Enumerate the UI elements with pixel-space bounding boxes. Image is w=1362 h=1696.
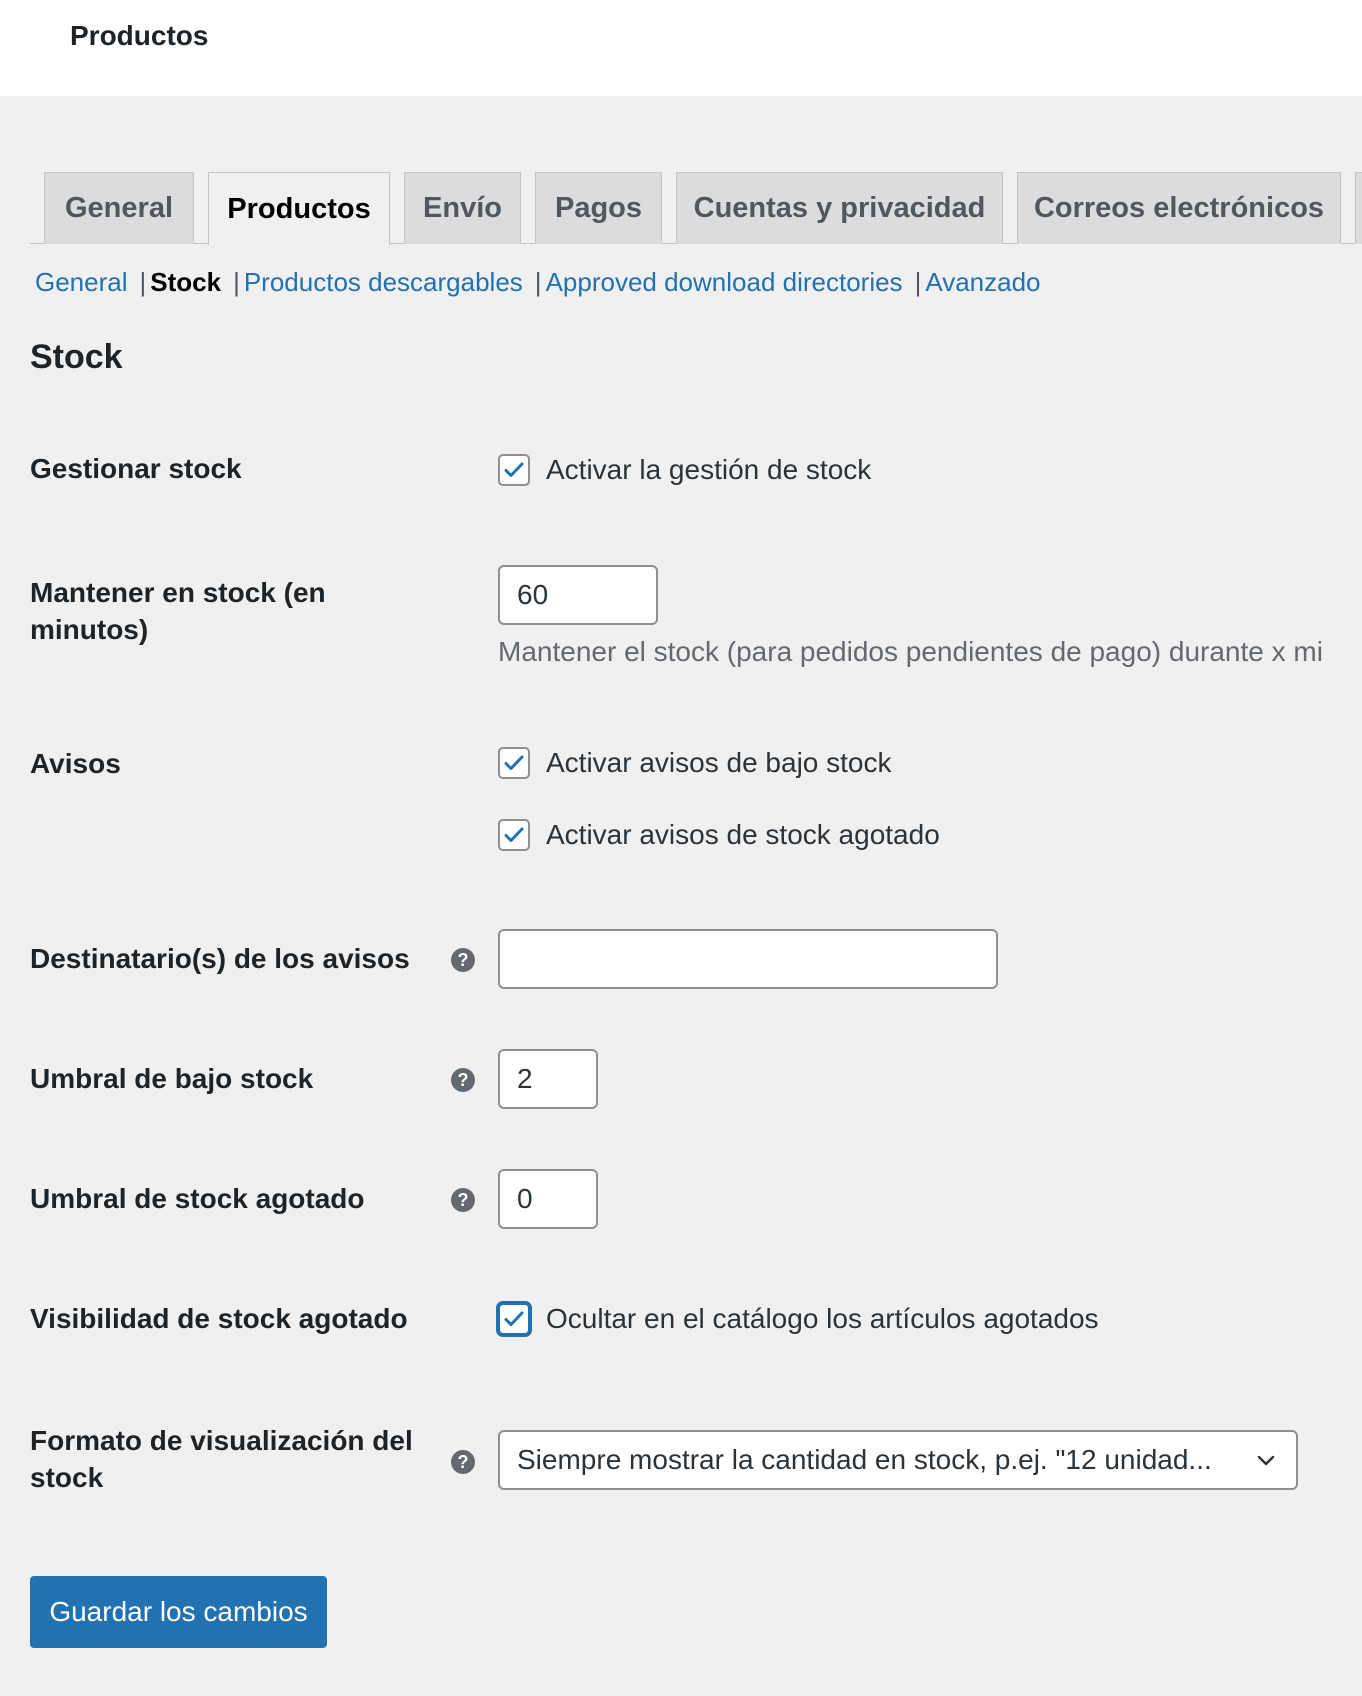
out-of-stock-notify-row [498, 817, 940, 853]
subnav-avanzado[interactable]: Avanzado [925, 266, 1041, 297]
out-of-stock-notify-checkbox[interactable] [498, 819, 530, 851]
low-threshold-label: Umbral de bajo stock [30, 1063, 314, 1094]
subsection-nav [35, 262, 1041, 302]
manage-stock-checkbox[interactable] [498, 454, 530, 486]
tab-pagos[interactable]: Pagos [535, 172, 662, 244]
manage-stock-checkbox-label: Activar la gestión de stock [546, 454, 872, 485]
recipient-input[interactable] [498, 929, 998, 989]
checkmark-icon [502, 1307, 526, 1331]
hold-stock-input[interactable]: 60 [498, 565, 658, 625]
hold-stock-label: Mantener en stock (en minutos) [30, 577, 326, 645]
display-format-label: Formato de visualización del stock [30, 1425, 413, 1493]
checkmark-icon [502, 458, 526, 482]
out-threshold-label: Umbral de stock agotado [30, 1183, 365, 1214]
tab-productos[interactable]: Productos [208, 172, 390, 245]
help-icon[interactable]: ? [451, 1188, 475, 1212]
subnav-stock[interactable]: Stock [150, 266, 222, 297]
tab-envio[interactable]: Envío [404, 172, 521, 244]
tab-correos[interactable]: Correos electrónicos [1017, 172, 1341, 244]
subnav-approved-directories[interactable]: Approved download directories [545, 266, 903, 297]
subnav-productos-descargables[interactable]: Productos descargables [243, 266, 523, 297]
tab-cuentas-privacidad[interactable]: Cuentas y privacidad [676, 172, 1003, 244]
low-stock-notify-checkbox[interactable] [498, 747, 530, 779]
visibility-label: Visibilidad de stock agotado [30, 1303, 408, 1334]
hide-out-of-stock-label: Ocultar en el catálogo los artículos agotados [546, 1303, 1099, 1334]
help-icon[interactable]: ? [451, 1450, 475, 1474]
hide-out-of-stock-row [498, 1301, 1099, 1337]
subnav-separator: | [233, 266, 240, 297]
page-title: Productos [70, 20, 209, 51]
notifications-label: Avisos [30, 748, 121, 779]
checkmark-icon [502, 751, 526, 775]
display-format-select[interactable] [498, 1430, 1298, 1490]
out-threshold-input[interactable]: 0 [498, 1169, 598, 1229]
help-icon[interactable]: ? [451, 1068, 475, 1092]
tab-more[interactable] [1355, 172, 1362, 244]
recipient-label: Destinatario(s) de los avisos [30, 943, 410, 974]
display-format-selected: Siempre mostrar la cantidad en stock, p.ej. "12 unidad... [517, 1444, 1212, 1475]
checkmark-icon [502, 823, 526, 847]
hold-stock-description: Mantener el stock (para pedidos pendientes de pago) durante x mi [498, 636, 1323, 667]
save-button[interactable]: Guardar los cambios [30, 1576, 327, 1648]
top-bar [0, 0, 1362, 96]
manage-stock-row [498, 452, 871, 488]
low-threshold-input[interactable]: 2 [498, 1049, 598, 1109]
settings-tabs [30, 172, 1362, 244]
low-stock-notify-label: Activar avisos de bajo stock [546, 747, 892, 778]
subnav-general[interactable]: General [35, 266, 128, 297]
out-of-stock-notify-label: Activar avisos de stock agotado [546, 819, 940, 850]
tab-general[interactable]: General [44, 172, 194, 244]
help-icon[interactable]: ? [451, 948, 475, 972]
subnav-separator: | [139, 266, 147, 297]
hide-out-of-stock-checkbox[interactable] [498, 1303, 530, 1335]
manage-stock-label: Gestionar stock [30, 453, 242, 484]
subnav-separator: | [914, 266, 922, 297]
subnav-separator: | [534, 266, 542, 297]
section-title: Stock [30, 338, 123, 376]
chevron-down-icon [1254, 1448, 1278, 1472]
low-stock-notify-row [498, 745, 892, 781]
